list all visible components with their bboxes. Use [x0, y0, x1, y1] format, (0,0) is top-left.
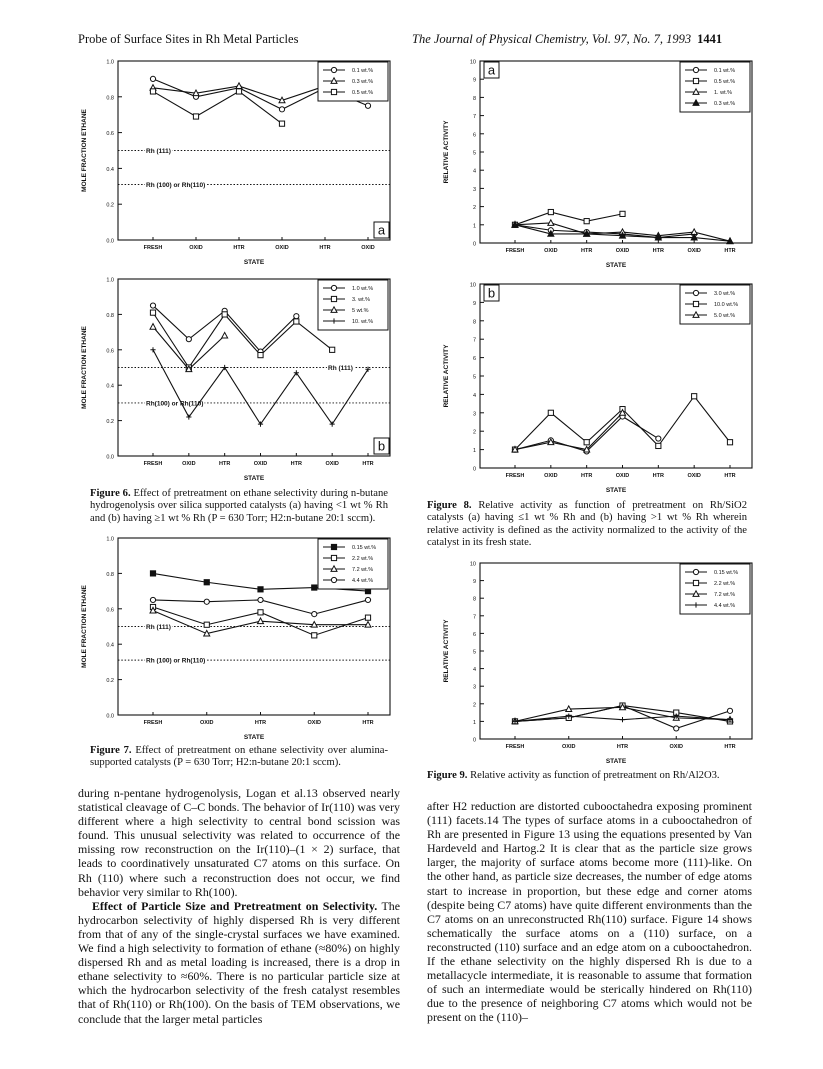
x-axis-label: STATE: [243, 734, 265, 741]
y-tick-label: 1: [472, 448, 476, 455]
legend-entry-1-0-wt: 1.0 wt.%: [352, 286, 374, 292]
y-axis-label: RELATIVE ACTIVITY: [443, 344, 450, 408]
y-tick-label: 0.4: [106, 642, 114, 649]
body-paragraph: after H2 reduction are distorted cubooctahedra exposing prominent (111) facets.14 The types of surface atoms in a cubooctahedron of Rh are presented in Figure 13 using the equations presented by Van Hardeveld and Hartog.2 It is clear that as the particle size grows larger, the majority of surface atoms become more (111)-like. On the other hand, as particle size decreases, the number of edge atoms start to increase in proportion, but these edge and corner atoms (despite being C7 atoms) have quite different environments than the C7 atoms on an unreconstructed Rh(110) surface. Figure 14 shows schematically the surface atoms on a (110) surface, on a reconstructed (110) surface and an edge atom on a cubooctahedron. If the ethane selectivity on the highly dispersed Rh is due to a metallacycle intermediate, it is reasonable to assume that formation of such an intermediate would be sterically hindered on Rh(110) due to the presence of neighboring C7 atoms which would not be present on the (110)–: [427, 799, 752, 1025]
series-3-wt: [150, 310, 334, 370]
x-tick-label-fresh: FRESH: [505, 744, 525, 750]
x-tick-label-oxid: OXID: [307, 720, 321, 726]
y-tick-label: 10: [469, 59, 476, 66]
legend-entry-10-0-wt: 10.0 wt.%: [714, 302, 739, 308]
legend-entry-5-0-wt: 5.0 wt.%: [714, 313, 736, 319]
y-tick-label: 4: [472, 667, 476, 674]
body-text-left-column: [78, 786, 400, 1026]
y-tick-label: 3: [472, 684, 476, 691]
y-tick-label: 10: [469, 282, 476, 289]
figure-7-chart: [60, 532, 400, 745]
legend-marker: [693, 580, 698, 585]
data-point: [727, 708, 732, 713]
figure-6-caption: [90, 488, 388, 525]
y-tick-label: 6: [472, 132, 476, 139]
data-point: [656, 436, 661, 441]
y-tick-label: 6: [472, 631, 476, 638]
legend-entry-4-4-wt: 4.4 wt.%: [714, 603, 736, 609]
figure-8-caption-text: Relative activity as function of pretreatment on Rh/SiO2 catalysts (a) having ≤1 wt % Rh and (b) having >1 wt % Rh wherein relative activity is defined as the activity normalized to the activity of the catalyst in its fresh state.: [427, 500, 747, 549]
data-point: [365, 103, 370, 108]
y-tick-label: 7: [472, 614, 476, 621]
body-paragraph-with-heading: [78, 899, 400, 1026]
x-tick-label-htr: HTR: [616, 744, 629, 750]
data-point: [222, 312, 227, 317]
figure-7-caption: [90, 745, 388, 770]
legend-entry-2-2-wt: 2.2 wt.%: [714, 581, 736, 587]
body-text-right-column: [427, 799, 752, 1025]
data-point: [258, 610, 263, 615]
data-point: [584, 440, 589, 445]
data-point: [365, 615, 370, 620]
panel-label: b: [377, 438, 386, 454]
y-tick-label: 0.4: [106, 383, 114, 390]
data-point: [365, 597, 370, 602]
y-axis-label: RELATIVE ACTIVITY: [443, 120, 450, 184]
data-point: [236, 89, 241, 94]
figure-9-caption: [427, 770, 747, 782]
data-point: [312, 633, 317, 638]
legend-marker: [331, 544, 336, 549]
data-point: [674, 726, 679, 731]
y-tick-label: 0: [472, 737, 476, 744]
x-tick-label-oxid: OXID: [200, 720, 214, 726]
y-tick-label: 2: [472, 205, 476, 212]
x-tick-label-htr: HTR: [581, 473, 593, 479]
data-point: [150, 324, 156, 330]
legend-entry-0-15-wt: 0.15 wt.%: [714, 570, 739, 576]
page-number: 1441: [697, 32, 723, 46]
figure-9-caption-text: Relative activity as function of pretreatment on Rh/Al2O3.: [470, 770, 720, 781]
data-point: [692, 394, 697, 399]
legend-marker: [331, 555, 336, 560]
x-tick-label-fresh: FRESH: [505, 248, 525, 254]
y-tick-label: 0.8: [106, 95, 114, 102]
data-point: [279, 107, 284, 112]
data-point: [186, 337, 191, 342]
data-point: [312, 585, 317, 590]
legend-entry-0-3-wt: 0.3 wt.%: [352, 79, 374, 85]
y-tick-label: 9: [472, 300, 476, 307]
series-line: [515, 212, 623, 225]
x-tick-label-oxid: OXID: [544, 473, 558, 479]
legend-marker: [693, 78, 698, 83]
x-axis-label: STATE: [605, 487, 627, 494]
legend: [680, 285, 750, 324]
data-point: [279, 121, 284, 126]
data-point: [150, 310, 155, 315]
x-axis-label: STATE: [605, 758, 627, 765]
legend-marker: [331, 285, 336, 290]
x-tick-label-htr: HTR: [724, 248, 736, 254]
data-point: [193, 114, 198, 119]
series-line: [153, 350, 368, 424]
y-tick-label: 0.8: [106, 312, 114, 319]
x-tick-label-oxid: OXID: [562, 744, 576, 750]
figure-7-label: Figure 7.: [90, 745, 132, 756]
legend: [680, 62, 750, 112]
body-paragraph: during n-pentane hydrogenolysis, Logan et al.13 observed nearly statistical cleavage of C–C bonds. The behavior of Ir(110) was very different where a high selectivity to central bond scission was found. This unusual selectivity was related to occurrence of the missing row reconstruction on the Ir(110)–(1 × 2) surface, that leads to coordinatively unsaturated C7 atoms on this surface. On Rh (110) where such a reconstruction does not occur, we find behavior very similar to Rh(100).: [78, 786, 400, 899]
y-tick-label: 7: [472, 114, 476, 121]
legend: [318, 62, 388, 101]
reference-line-label: Rh (111): [328, 365, 353, 372]
x-tick-label-oxid: OXID: [687, 473, 701, 479]
y-tick-label: 5: [472, 150, 476, 157]
reference-line-label: Rh (100) or Rh(110): [146, 182, 206, 190]
y-tick-label: 0.2: [106, 419, 114, 426]
data-point: [548, 410, 553, 415]
data-point: [727, 440, 732, 445]
data-point: [656, 443, 661, 448]
y-tick-label: 1.0: [106, 59, 114, 66]
data-point: [312, 612, 317, 617]
x-tick-label-htr: HTR: [290, 461, 302, 467]
figure-9-label: Figure 9.: [427, 770, 468, 781]
x-tick-label-htr: HTR: [581, 248, 593, 254]
y-tick-label: 4: [472, 168, 476, 175]
data-point: [150, 76, 155, 81]
legend-entry-3-0-wt: 3.0 wt.%: [714, 291, 736, 297]
x-tick-label-oxid: OXID: [687, 248, 701, 254]
legend-marker: [693, 67, 698, 72]
data-point: [258, 353, 263, 358]
y-tick-label: 0: [472, 466, 476, 473]
x-tick-label-oxid: OXID: [361, 245, 375, 251]
y-tick-label: 0.2: [106, 202, 114, 209]
data-point: [150, 89, 155, 94]
y-tick-label: 0.4: [106, 166, 114, 173]
legend: [318, 539, 388, 589]
y-tick-label: 5: [472, 374, 476, 381]
x-tick-label-fresh: FRESH: [143, 720, 163, 726]
x-tick-label-oxid: OXID: [325, 461, 339, 467]
y-tick-label: 1: [472, 223, 476, 230]
y-tick-label: 0.2: [106, 678, 114, 685]
figure-8-label: Figure 8.: [427, 500, 472, 511]
legend-marker: [331, 89, 336, 94]
y-tick-label: 9: [472, 579, 476, 586]
x-tick-label-htr: HTR: [233, 245, 245, 251]
x-tick-label-oxid: OXID: [253, 461, 268, 467]
body-paragraph-text: The hydrocarbon selectivity of highly dispersed Rh is very different from that of any of the single-crystal surfaces we have examined. We find a high selectivity to formation of ethane (≈80%) on highly dispersed Rh and as metal loading is increased, there is a drop in ethane selectivity to ≈60%. There is no particular particle size at which the hydrocarbon selectivity of the fresh catalyst resembles that of Rh(110) or Rh(100). On the basis of TEM observations, we conclude that the larger metal particles: [78, 898, 400, 1026]
data-point: [620, 717, 625, 722]
series-line: [153, 327, 225, 369]
data-point: [150, 303, 155, 308]
legend-marker: [693, 301, 698, 306]
panel-label: a: [377, 222, 386, 238]
x-tick-label-htr: HTR: [362, 461, 374, 467]
running-header-title: Probe of Surface Sites in Rh Metal Particles: [78, 32, 299, 46]
y-tick-label: 0.6: [106, 348, 114, 355]
data-point: [258, 587, 263, 592]
data-point: [620, 211, 625, 216]
figure-6-caption-text: Effect of pretreatment on ethane selectivity during n-butane hydrogenolysis over silica supported catalysts (a) having <1 wt % Rh and (b) having ≥1 wt % Rh (P = 630 Torr; H2:n-butane 20:1 sccm).: [90, 488, 388, 524]
journal-citation: The Journal of Physical Chemistry, Vol. 97, No. 7, 1993: [412, 32, 692, 46]
reference-line-label: Rh (111): [146, 624, 171, 631]
y-tick-label: 7: [472, 337, 476, 344]
data-point: [204, 599, 209, 604]
y-tick-label: 2: [472, 702, 476, 709]
reference-line-label: Rh(100) or Rh(110): [146, 400, 204, 408]
x-tick-label-htr: HTR: [319, 245, 331, 251]
reference-line-label: Rh (100) or Rh(110): [146, 657, 206, 665]
data-point: [222, 332, 228, 338]
y-tick-label: 5: [472, 649, 476, 656]
figure-7-caption-text: Effect of pretreatment on ethane selectivity over alumina-supported catalysts (P = 630 Torr; H2:n-butane 20:1 sccm).: [90, 745, 388, 769]
legend-entry-0-15-wt: 0.15 wt.%: [352, 545, 377, 551]
legend-marker: [331, 296, 336, 301]
x-tick-label-htr: HTR: [254, 720, 267, 726]
data-point: [294, 314, 299, 319]
legend: [680, 564, 750, 614]
y-tick-label: 3: [472, 411, 476, 418]
legend-entry-0-1-wt: 0.1 wt.%: [714, 68, 736, 74]
y-axis-label: RELATIVE ACTIVITY: [443, 619, 450, 683]
y-tick-label: 0.0: [106, 454, 114, 461]
x-tick-label-oxid: OXID: [544, 248, 558, 254]
legend-entry-0-5-wt: 0.5 wt.%: [352, 90, 374, 96]
x-tick-label-fresh: FRESH: [505, 473, 525, 479]
y-tick-label: 2: [472, 429, 476, 436]
legend-entry-3-wt: 3. wt.%: [352, 297, 371, 303]
legend-entry-5-wt: 5 wt.%: [352, 308, 369, 314]
legend-entry-1-wt: 1. wt.%: [714, 90, 733, 96]
data-point: [330, 347, 335, 352]
y-axis-label: MOLE FRACTION ETHANE: [81, 109, 88, 192]
legend-marker: [693, 290, 698, 295]
legend-marker: [331, 67, 336, 72]
data-point: [150, 571, 155, 576]
legend-entry-10-wt: 10. wt.%: [352, 319, 374, 325]
data-point: [150, 597, 155, 602]
y-tick-label: 0: [472, 241, 476, 248]
x-tick-label-oxid: OXID: [615, 248, 630, 254]
running-header-journal: [412, 32, 722, 47]
section-heading: Effect of Particle Size and Pretreatment on Selectivity.: [92, 898, 378, 913]
series-line: [515, 413, 623, 450]
x-axis-label: STATE: [605, 262, 627, 269]
y-tick-label: 1.0: [106, 536, 114, 543]
figure-6b-chart: [60, 273, 400, 486]
y-tick-label: 6: [472, 356, 476, 363]
y-tick-label: 0.6: [106, 131, 114, 138]
legend-marker: [693, 569, 698, 574]
data-point: [548, 209, 553, 214]
series-line: [153, 91, 282, 123]
x-axis-label: STATE: [243, 259, 265, 266]
y-tick-label: 0.6: [106, 607, 114, 614]
x-tick-label-htr: HTR: [219, 461, 231, 467]
y-axis-label: MOLE FRACTION ETHANE: [81, 585, 88, 668]
x-tick-label-htr: HTR: [652, 248, 664, 254]
series-0-5-wt: [512, 209, 625, 227]
y-tick-label: 1.0: [106, 277, 114, 284]
panel-label: b: [487, 285, 496, 301]
y-tick-label: 8: [472, 596, 476, 603]
figure-8-caption: [427, 500, 747, 550]
legend-marker: [331, 577, 336, 582]
data-point: [294, 319, 299, 324]
y-tick-label: 8: [472, 95, 476, 102]
y-tick-label: 0.0: [106, 238, 114, 245]
x-tick-label-oxid: OXID: [189, 245, 203, 251]
y-tick-label: 9: [472, 77, 476, 84]
data-point: [204, 580, 209, 585]
figure-8b-chart: [422, 278, 762, 498]
legend: [318, 280, 388, 330]
y-tick-label: 0.8: [106, 571, 114, 578]
legend-entry-7-2-wt: 7.2 wt.%: [714, 592, 736, 598]
panel-label: a: [487, 62, 496, 78]
figure-9-chart: [422, 557, 762, 769]
x-tick-label-fresh: FRESH: [143, 245, 163, 251]
y-axis-label: MOLE FRACTION ETHANE: [81, 326, 88, 409]
y-tick-label: 10: [469, 561, 476, 568]
series-1-0-wt: [150, 303, 299, 354]
x-tick-label-fresh: FRESH: [143, 461, 163, 467]
data-point: [204, 622, 209, 627]
x-tick-label-oxid: OXID: [669, 744, 683, 750]
legend-entry-7-2-wt: 7.2 wt.%: [352, 567, 374, 573]
x-tick-label-htr: HTR: [724, 473, 736, 479]
x-tick-label-oxid: OXID: [615, 473, 630, 479]
figure-6-label: Figure 6.: [90, 488, 131, 499]
figure-8a-chart: [422, 55, 762, 273]
data-point: [584, 219, 589, 224]
y-tick-label: 1: [472, 719, 476, 726]
x-axis-label: STATE: [243, 475, 265, 482]
reference-line-label: Rh (111): [146, 148, 171, 155]
y-tick-label: 0.0: [106, 713, 114, 720]
legend-entry-0-1-wt: 0.1 wt.%: [352, 68, 374, 74]
legend-entry-2-2-wt: 2.2 wt.%: [352, 556, 374, 562]
y-tick-label: 3: [472, 186, 476, 193]
legend-entry-0-3-wt: 0.3 wt.%: [714, 101, 736, 107]
data-point: [150, 347, 155, 352]
x-tick-label-oxid: OXID: [275, 245, 289, 251]
x-tick-label-htr: HTR: [362, 720, 374, 726]
y-tick-label: 8: [472, 319, 476, 326]
y-tick-label: 4: [472, 392, 476, 399]
x-tick-label-oxid: OXID: [182, 461, 196, 467]
figure-6a-chart: [60, 55, 400, 270]
legend-entry-0-5-wt: 0.5 wt.%: [714, 79, 736, 85]
data-point: [258, 597, 263, 602]
x-tick-label-htr: HTR: [724, 744, 736, 750]
x-tick-label-htr: HTR: [652, 473, 664, 479]
legend-entry-4-4-wt: 4.4 wt.%: [352, 578, 374, 584]
